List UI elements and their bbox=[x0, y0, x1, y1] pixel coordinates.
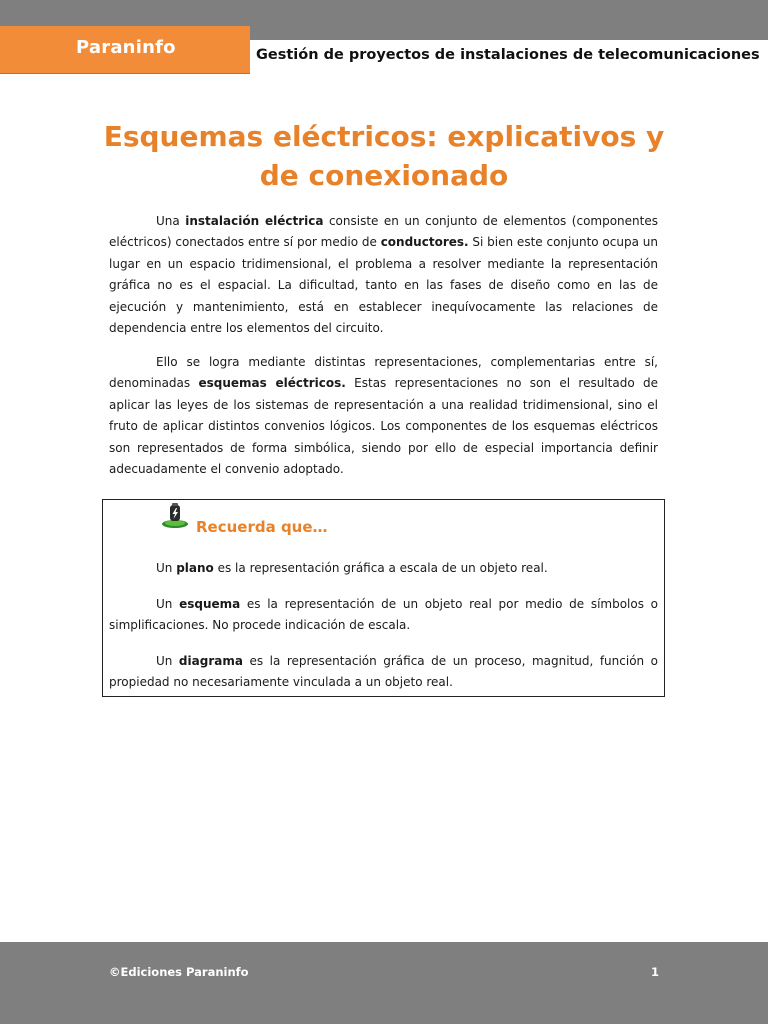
page-title: Esquemas eléctricos: explicativos y de conexionado bbox=[103, 120, 665, 192]
definition-plano bbox=[109, 558, 658, 579]
def3-term: diagrama bbox=[178, 654, 243, 668]
def3-post: es la representación gráfica de un proceso, magnitud, función o propiedad no necesariamente vinculada a un objeto real. bbox=[109, 654, 659, 690]
callout-title: Recuerda que… bbox=[196, 518, 328, 536]
def1-pre: Un bbox=[156, 561, 177, 575]
def2-post: es la representación de un objeto real por medio de símbolos o simplificaciones. No procede indicación de escala. bbox=[109, 597, 659, 633]
p2-text-1: Ello se logra mediante distintas representaciones, complementarias entre sí, denominadas bbox=[109, 355, 658, 391]
definition-esquema bbox=[109, 594, 658, 637]
p2-term-1: esquemas eléctricos. bbox=[198, 376, 346, 391]
p1-term-2: conductores. bbox=[380, 235, 469, 250]
def2-pre: Un bbox=[156, 597, 180, 611]
footer-band bbox=[0, 942, 768, 1024]
definition-diagrama bbox=[109, 651, 658, 694]
def3-pre: Un bbox=[156, 654, 179, 668]
copyright-text: ©Ediciones Paraninfo bbox=[109, 965, 249, 979]
paragraph-2 bbox=[109, 352, 658, 480]
p1-text-1: Una bbox=[156, 214, 186, 228]
p1-term-1: instalación eléctrica bbox=[185, 214, 324, 228]
p1-text-2: consiste en un conjunto de elementos (componentes eléctricos) conectados entre sí por medio de bbox=[109, 214, 658, 250]
page-number: 1 bbox=[651, 965, 660, 979]
lightbulb-icon bbox=[160, 502, 190, 530]
course-title: Gestión de proyectos de instalaciones de telecomunicaciones bbox=[256, 47, 760, 63]
paragraph-1 bbox=[109, 211, 658, 339]
def2-term: esquema bbox=[179, 597, 241, 611]
def1-term: plano bbox=[176, 561, 214, 575]
brand-logo: Paraninfo bbox=[76, 37, 176, 58]
p2-text-2: Estas representaciones no son el resultado de aplicar las leyes de los sistemas de representación a una realidad tridimensional, sino el fruto de aplicar distintos convenios lógicos. Los componentes de los esquemas eléctricos son representados de forma simbólica, siendo por ello de especial importancia definir adecuadamente el convenio adoptado. bbox=[109, 376, 658, 477]
p1-text-3: Si bien este conjunto ocupa un lugar en un espacio tridimensional, el problema a resolver mediante la representación gráfica no es el espacial. La dificultad, tanto en las fases de diseño como en las de ejecución y mantenimiento, está en establecer inequívocamente las relaciones de dependencia entre los elementos del circuito. bbox=[109, 235, 658, 336]
def1-post: es la representación gráfica a escala de un objeto real. bbox=[213, 561, 548, 575]
